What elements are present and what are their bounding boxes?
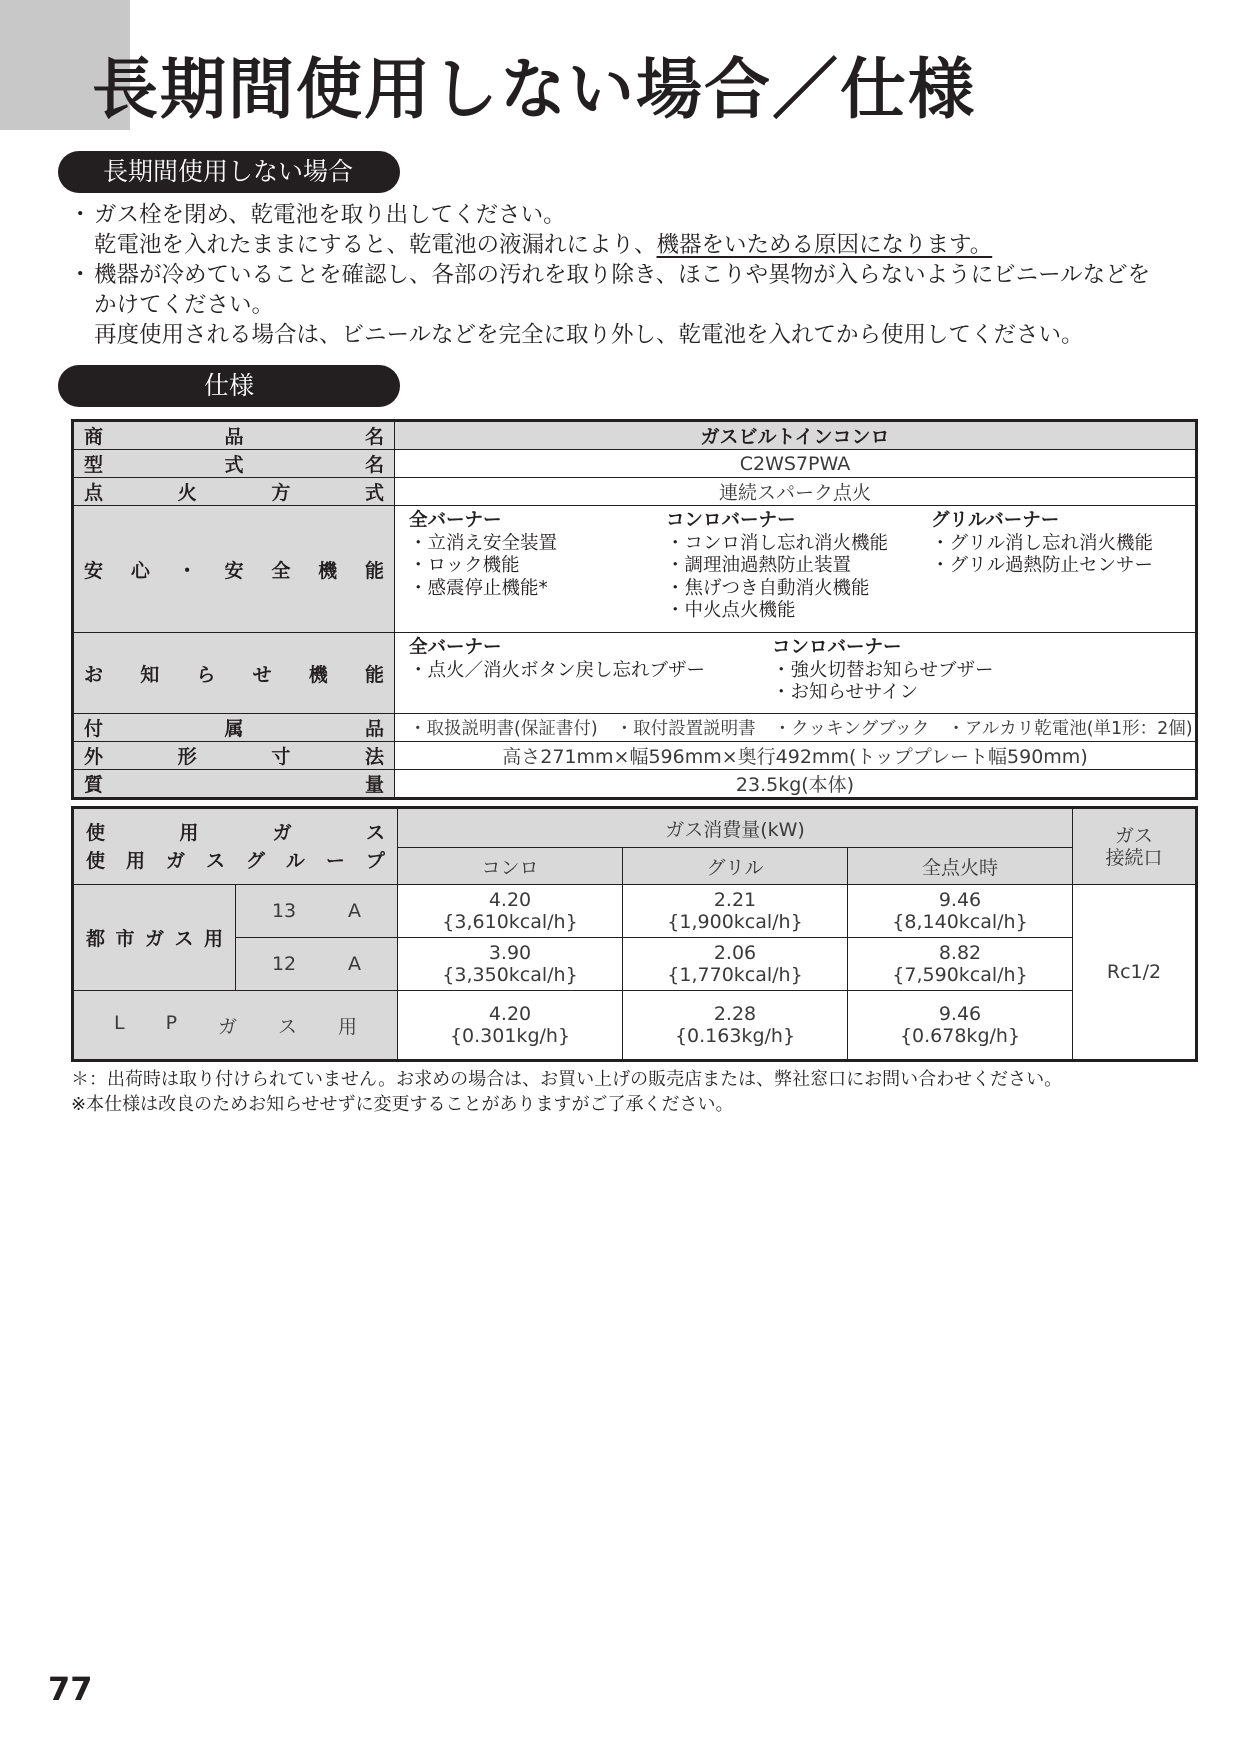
feature-item: ・ ロック機能 [409,555,557,578]
spec-label: 質 量 [84,774,384,796]
city-gas-label: 都 市 ガ ス 用 [86,928,223,950]
section-heading-spec: 仕様 [58,365,400,407]
consumption-cell: 4.20 {0.301kg/h} [398,991,623,1061]
notify-konro-burner: コンロバーナー ・ 強火切替お知らせブザー ・ お知らせサイン [772,637,993,705]
spec-label: お 知 ら せ 機 能 [84,663,384,686]
spec-row-dimensions [73,742,1197,770]
feature-item: ・ お知らせサイン [772,682,993,705]
dimensions-value: 高さ271mm×幅596mm×奥行492mm(トッププレート幅590mm) [395,742,1197,770]
product-name: ガスビルトインコンロ [395,421,1197,450]
long-term-instructions [73,200,1203,350]
connection-size: Rc1/2 [1073,885,1197,1061]
feature-item: ・ コンロ消し忘れ消火機能 [666,533,888,556]
underlined-warning: 機器をいためる原因になります。 [656,232,993,258]
table-row [73,991,1197,1061]
feature-item: ・ 調理油過熱防止装置 [666,555,888,578]
spec-label: 安 心 ・ 安 全 機 能 [84,559,384,582]
feature-item: ・ 中火点火機能 [666,600,888,623]
spec-row-mass [73,770,1197,799]
instruction-line: 乾電池を入れたままにすると、乾電池の液漏れにより、機器をいためる原因になります。 [94,232,993,258]
col-header-all: 全点火時 [848,848,1073,885]
connection-header: ガス 接続口 [1073,808,1197,885]
feature-item: ・ グリル過熱防止センサー [931,555,1153,578]
consumption-cell: 2.28 {0.163kg/h} [623,991,848,1061]
spec-row-product [73,421,1197,450]
spec-label: 商 品 名 [84,426,384,448]
feature-item: ・ 感震停止機能* [409,578,557,601]
feature-item: ・ 焦げつき自動消火機能 [666,578,888,601]
accessory-item: ・アルカリ乾電池(単1形：2個) [947,719,1193,739]
col-header-konro: コンロ [398,848,623,885]
safety-all-burners: 全バーナー ・ 立消え安全装置 ・ ロック機能 ・ 感震停止機能* [409,510,557,600]
accessory-item: ・取扱説明書(保証書付) [409,719,598,739]
consumption-cell: 8.82 {7,590kcal/h} [848,938,1073,991]
spec-row-notify [73,633,1197,714]
accessory-item: ・クッキングブック [773,719,930,739]
consumption-cell: 9.46 {8,140kcal/h} [848,885,1073,938]
spec-label: 付 属 品 [84,718,384,740]
notify-all-burners: 全バーナー ・ 点火／消火ボタン戻し忘れブザー [409,637,705,682]
instruction-line: 再度使用される場合は、ビニールなどを完全に取り外し、乾電池を入れてから使用してください。 [94,322,1084,348]
lp-gas-label: L P ガ ス 用 [114,1011,357,1038]
mass-value: 23.5kg(本体) [395,770,1197,799]
instruction-line: ・ 機器が冷めていることを確認し、各部の汚れを取り除き、ほこりや異物が入らないようにビニールなどを [73,260,1203,290]
gas-type-label: 使 用 ガ ス [86,821,385,844]
table-row: 12 A 3.90 {3,350kcal/h} 2.06 {1,770kcal/h} 8.82 {7,590kcal/h} [73,938,1197,991]
spec-label: 外 形 寸 法 [84,746,384,768]
footnotes [71,1067,1062,1117]
table-row: 都 市 ガ ス 用 13 A 4.20 {3,610kcal/h} 2.21 {1,900kcal/h} 9.46 {8,140kcal/h} Rc1/2 [73,885,1197,938]
spec-label: 点 火 方 式 [84,482,384,504]
safety-grill-burner: グリルバーナー ・ グリル消し忘れ消火機能 ・ グリル過熱防止センサー [931,510,1153,578]
spec-row-accessories [73,714,1197,742]
footnote: ＊：出荷時は取り付けられていません。お求めの場合は、お買い上げの販売店または、弊社窓口にお問い合わせください。 [71,1069,1063,1090]
section-heading-long-term: 長期間使用しない場合 [58,151,400,193]
consumption-header: ガス消費量(kW) [398,808,1073,848]
consumption-cell: 3.90 {3,350kcal/h} [398,938,623,991]
ignition-method: 連続スパーク点火 [395,478,1197,506]
feature-item: ・ 強火切替お知らせブザー [772,660,993,683]
feature-item: ・ 立消え安全装置 [409,533,557,556]
spec-row-safety [73,506,1197,633]
footnote: ※本仕様は改良のためお知らせせずに変更することがありますがご了承ください。 [71,1094,734,1115]
spec-row-ignition [73,478,1197,506]
page-title: 長期間使用しない場合／仕様 [92,51,976,128]
gas-group-name: 13 [271,900,297,922]
accessory-item: ・取付設置説明書 [615,719,756,739]
consumption-cell: 2.06 {1,770kcal/h} [623,938,848,991]
spec-table [71,419,1198,800]
gas-consumption-table [71,806,1198,1062]
instruction-line: かけてください。 [94,292,275,318]
feature-item: ・ グリル消し忘れ消火機能 [931,533,1153,556]
instruction-line: ・ ガス栓を閉め、乾電池を取り出してください。 [73,200,1203,230]
gas-group-label: 使 用 ガ ス グ ル ー プ [86,849,385,872]
consumption-cell: 4.20 {3,610kcal/h} [398,885,623,938]
page-number: 77 [48,1670,93,1708]
safety-konro-burner: コンロバーナー ・ コンロ消し忘れ消火機能 ・ 調理油過熱防止装置 ・ 焦げつき自動消火機能 ・ 中火点火機能 [666,510,888,623]
gas-group-name: 12 [271,953,297,975]
spec-label: 型 式 名 [84,454,384,476]
consumption-cell: 9.46 {0.678kg/h} [848,991,1073,1061]
consumption-cell: 2.21 {1,900kcal/h} [623,885,848,938]
spec-row-model [73,450,1197,478]
col-header-grill: グリル [623,848,848,885]
model-number: C2WS7PWA [395,450,1197,478]
feature-item: ・ 点火／消火ボタン戻し忘れブザー [409,660,705,683]
